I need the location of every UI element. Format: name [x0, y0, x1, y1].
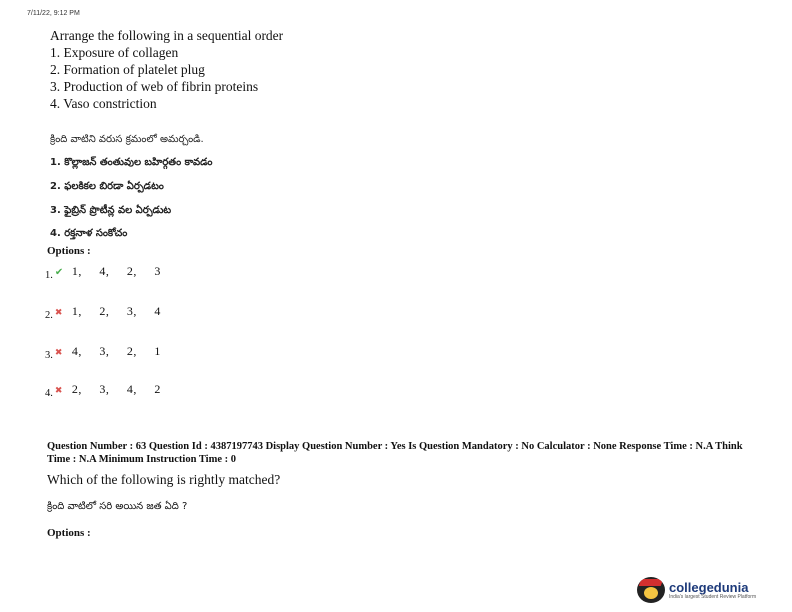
options-label: Options : — [47, 527, 91, 539]
option-sequence: 4, 3, 2, 1 — [71, 344, 161, 358]
question-item-telugu: 1. కొల్లాజన్ తంతువుల బహిర్గతం కావడం — [50, 157, 213, 168]
question-metadata: Question Number : 63 Question Id : 4387197743 Display Question Number : Yes Is Question Mandatory : No Calculator : None Response Time : N.A Think Time : N.A Minimum Instruction Time : 0 — [47, 441, 743, 465]
option-4 — [45, 382, 161, 397]
option-sequence: 1, 4, 2, 3 — [71, 264, 161, 278]
question-title-telugu: క్రింది వాటిలో సరి అయిన జత ఏది ? — [47, 501, 188, 512]
wrong-cross-icon: ✖ — [54, 386, 63, 396]
option-number: 3. — [45, 350, 53, 361]
option-1 — [45, 264, 161, 279]
wrong-cross-icon: ✖ — [54, 308, 63, 318]
logo-tagline: India's largest Student Review Platform — [669, 593, 757, 600]
option-2 — [45, 304, 161, 319]
option-3 — [45, 344, 161, 359]
option-number: 2. — [45, 310, 53, 321]
question-item: 1. Exposure of collagen — [50, 45, 179, 60]
graduate-mascot-icon — [637, 577, 665, 603]
options-label: Options : — [47, 245, 91, 257]
question-title: Arrange the following in a sequential order — [50, 28, 284, 43]
logo-name: collegedunia — [669, 579, 749, 595]
question-title-telugu: క్రింది వాటిని వరుస క్రమంలో అమర్చండి. — [50, 134, 204, 145]
option-number: 1. — [45, 270, 53, 281]
collegedunia-logo — [637, 577, 756, 603]
correct-check-icon: ✔ — [54, 267, 64, 278]
question-item: 2. Formation of platelet plug — [50, 62, 205, 77]
question-title: Which of the following is rightly matched? — [47, 472, 281, 487]
wrong-cross-icon: ✖ — [54, 348, 63, 358]
question-item-telugu: 2. ఫలకికల బిరడా ఏర్పడటం — [50, 181, 164, 192]
option-sequence: 1, 2, 3, 4 — [71, 304, 161, 318]
question-item-telugu: 3. ఫైబ్రిన్ ప్రొటీన్ల వల ఏర్పడుట — [50, 205, 172, 216]
question-item: 4. Vaso constriction — [50, 96, 157, 111]
question-item: 3. Production of web of fibrin proteins — [50, 79, 259, 94]
print-timestamp: 7/11/22, 9:12 PM — [27, 10, 80, 17]
option-number: 4. — [45, 388, 53, 399]
question-item-telugu: 4. రక్తనాళ సంకోచం — [50, 228, 128, 239]
option-sequence: 2, 3, 4, 2 — [71, 382, 161, 396]
